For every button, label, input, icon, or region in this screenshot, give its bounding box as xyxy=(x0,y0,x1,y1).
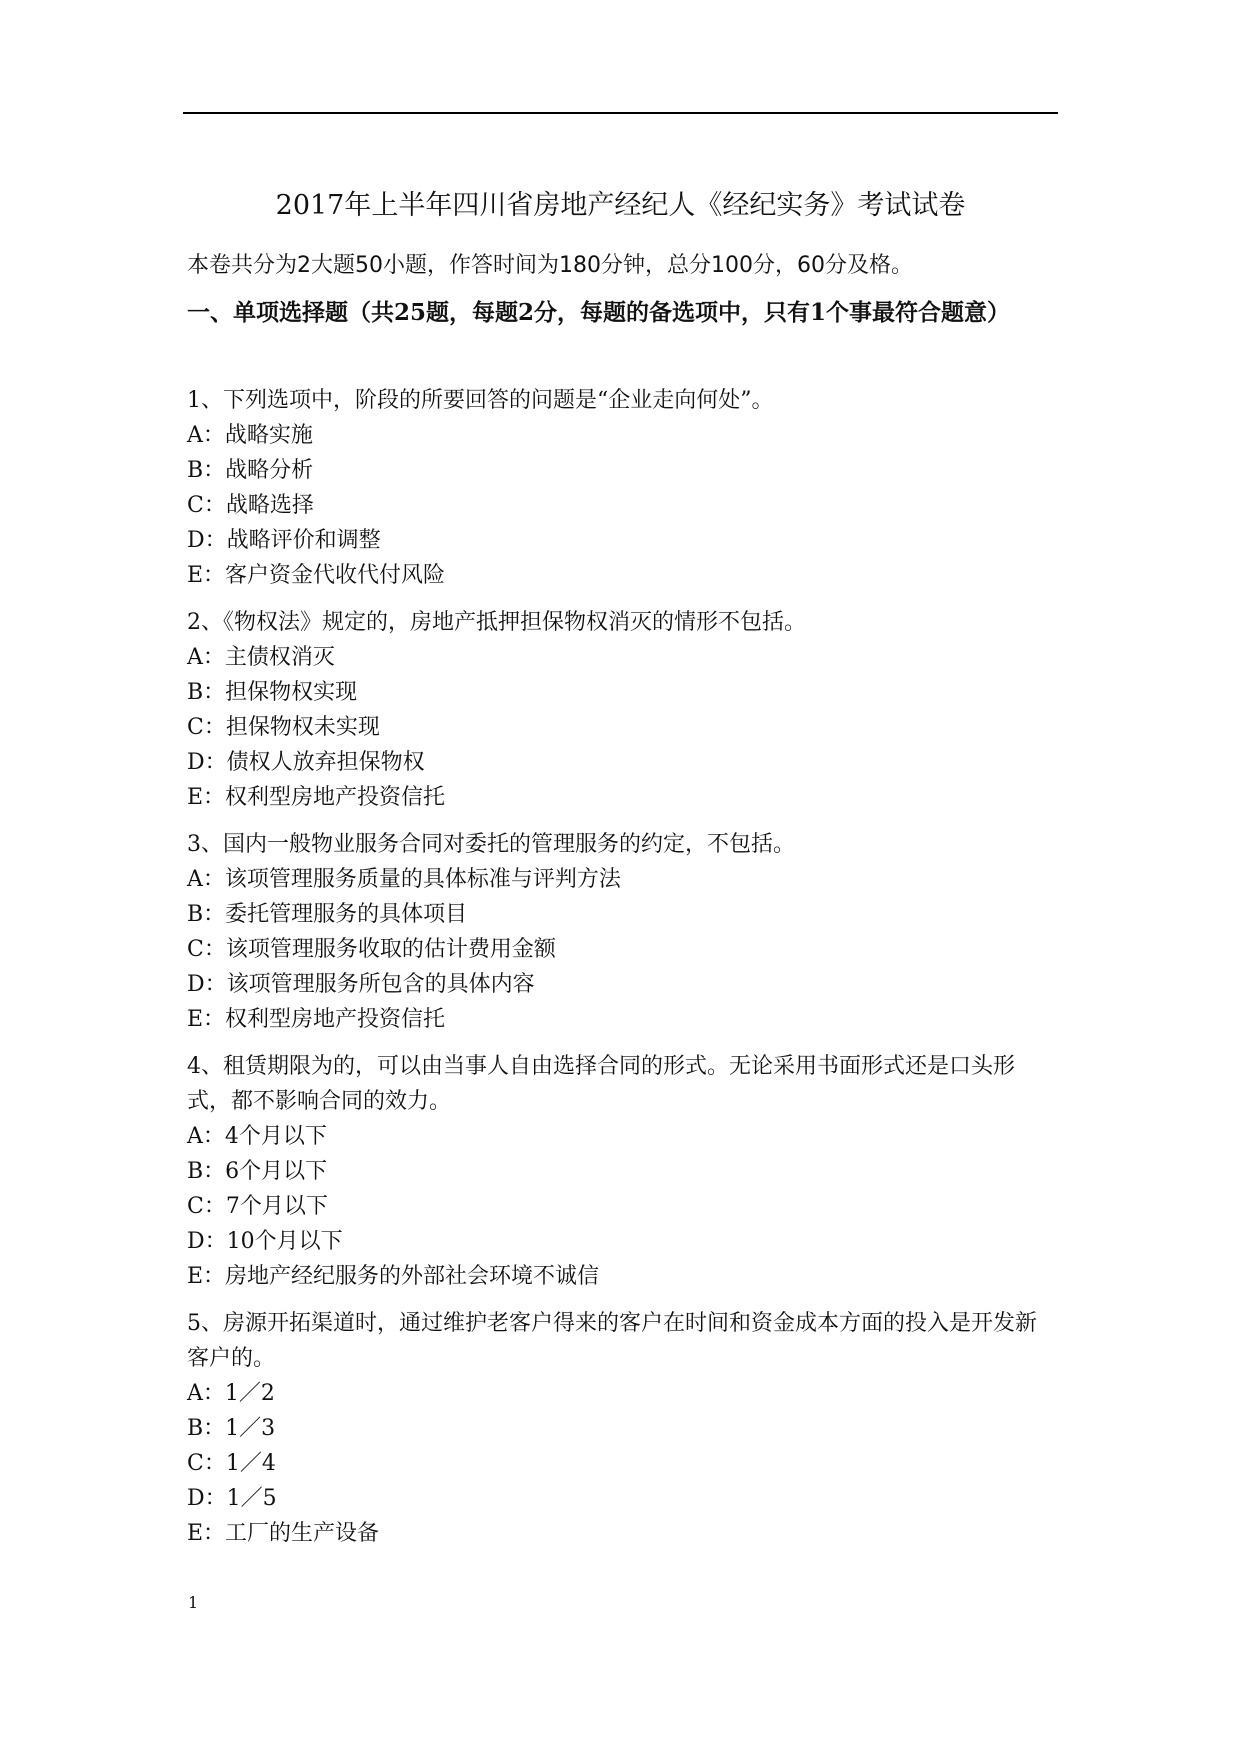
option-b: B：担保物权实现 xyxy=(187,680,358,705)
option-d: D：1／5 xyxy=(187,1486,277,1511)
question-5 xyxy=(187,1306,1057,1551)
option-e: E：房地产经纪服务的外部社会环境不诚信 xyxy=(187,1264,600,1289)
option-a: A：战略实施 xyxy=(187,423,313,448)
option-a: A：该项管理服务质量的具体标准与评判方法 xyxy=(187,867,621,892)
question-stem: 1、下列选项中，阶段的所要回答的问题是“企业走向何处”。 xyxy=(187,388,774,413)
option-c: C：战略选择 xyxy=(187,493,314,518)
option-c: C：该项管理服务收取的估计费用金额 xyxy=(187,937,556,962)
question-stem: 3、国内一般物业服务合同对委托的管理服务的约定，不包括。 xyxy=(187,832,795,857)
option-a: A：主债权消灭 xyxy=(187,645,335,670)
option-e: E：工厂的生产设备 xyxy=(187,1521,380,1546)
page-number: 1 xyxy=(188,1593,199,1612)
question-1 xyxy=(187,383,1057,593)
option-c: C：担保物权未实现 xyxy=(187,715,380,740)
header-rule xyxy=(183,112,1058,114)
option-e: E：权利型房地产投资信托 xyxy=(187,1007,446,1032)
question-4 xyxy=(187,1049,1057,1294)
question-2 xyxy=(187,605,1057,815)
question-list xyxy=(187,383,1057,1563)
option-b: B：战略分析 xyxy=(187,458,314,483)
option-d: D：10个月以下 xyxy=(187,1229,343,1254)
exam-info: 本卷共分为2大题50小题，作答时间为180分钟，总分100分，60分及格。 xyxy=(187,253,913,278)
question-stem: 5、房源开拓渠道时，通过维护老客户得来的客户在时间和资金成本方面的投入是开发新客户的。 xyxy=(187,1311,1037,1371)
question-3 xyxy=(187,827,1057,1037)
option-d: D：该项管理服务所包含的具体内容 xyxy=(187,972,535,997)
option-b: B：6个月以下 xyxy=(187,1159,328,1184)
option-c: C：1／4 xyxy=(187,1451,276,1476)
option-a: A：1／2 xyxy=(187,1381,275,1406)
question-stem: 4、租赁期限为的，可以由当事人自由选择合同的形式。无论采用书面形式还是口头形式，都不影响合同的效力。 xyxy=(187,1054,1015,1114)
option-b: B：1／3 xyxy=(187,1416,276,1441)
document-title: 2017年上半年四川省房地产经纪人《经纪实务》考试试卷 xyxy=(275,190,966,221)
option-b: B：委托管理服务的具体项目 xyxy=(187,902,468,927)
option-d: D：战略评价和调整 xyxy=(187,528,381,553)
option-a: A：4个月以下 xyxy=(187,1124,327,1149)
question-stem: 2、《物权法》规定的，房地产抵押担保物权消灭的情形不包括。 xyxy=(187,610,806,635)
section-heading: 一、单项选择题（共25题，每题2分，每题的备选项中，只有1个事最符合题意） xyxy=(187,299,1011,326)
option-e: E：权利型房地产投资信托 xyxy=(187,785,446,810)
option-c: C：7个月以下 xyxy=(187,1194,328,1219)
option-e: E：客户资金代收代付风险 xyxy=(187,563,446,588)
option-d: D：债权人放弃担保物权 xyxy=(187,750,425,775)
